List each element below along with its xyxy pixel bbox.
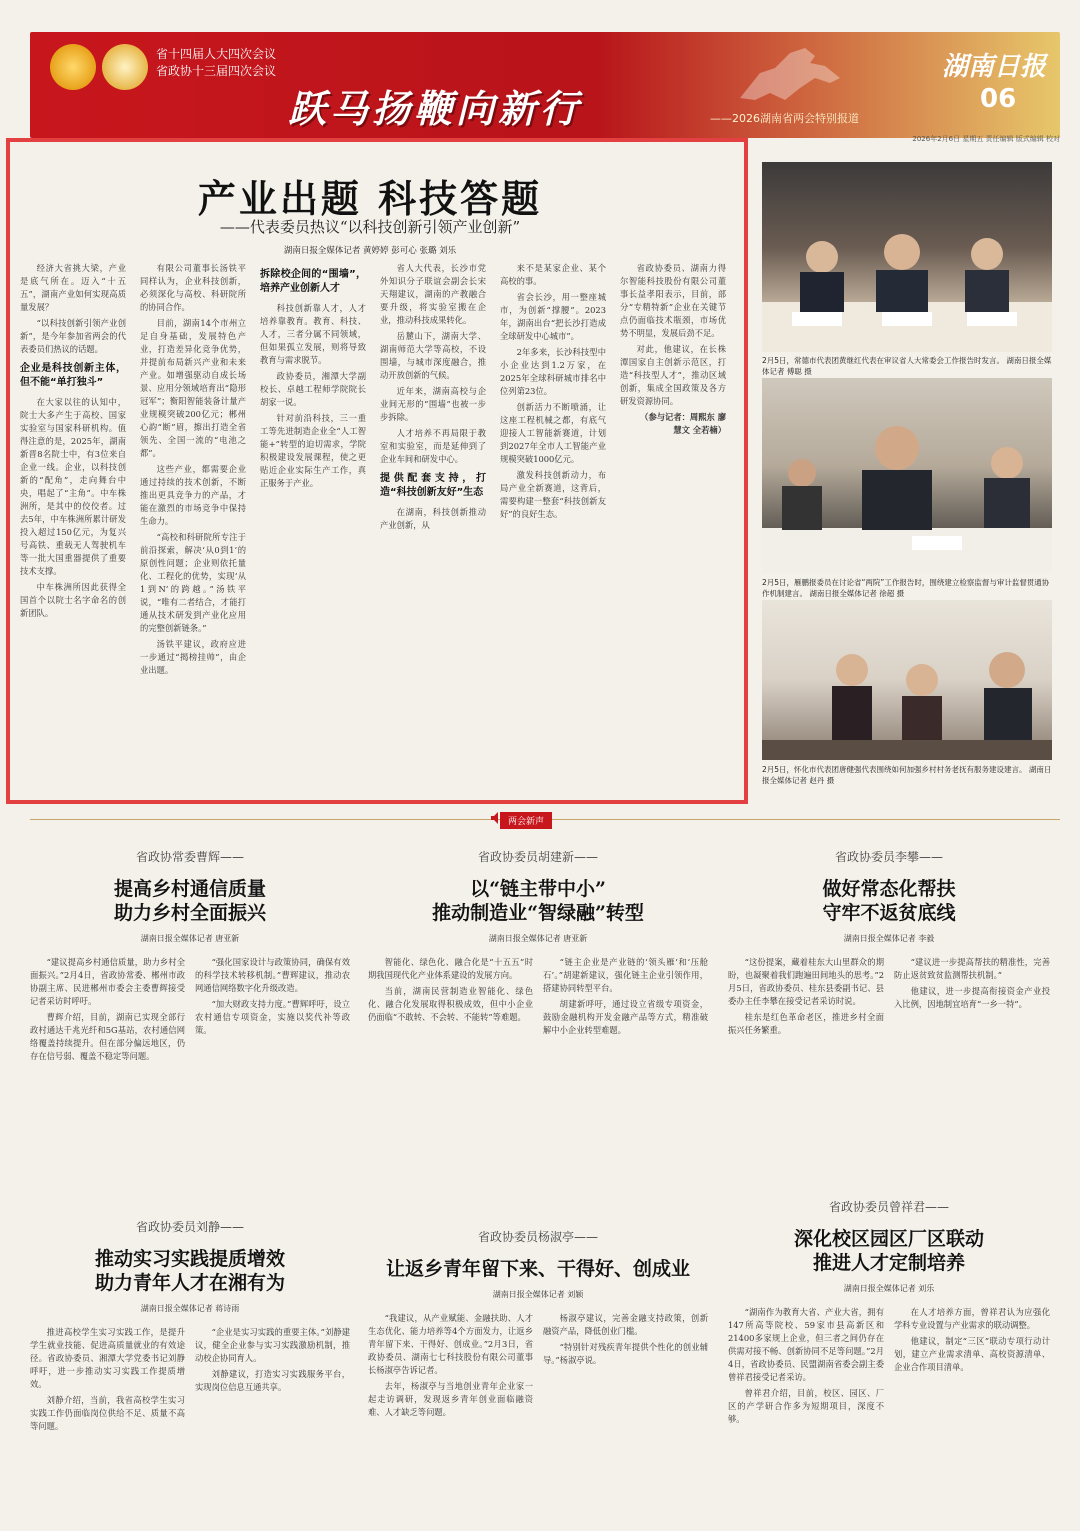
- news-photo-3: [762, 600, 1052, 760]
- story-card: 省政协常委曹辉—— 提高乡村通信质量 助力乡村全面振兴 湖南日报全媒体记者 唐亚新 “建议提高乡村通信质量，助力乡村全面振兴。”2月4日，省政协常委、郴州市政协副主席、民进郴州市委会主委曹辉接受记者采访时呼吁。 曹辉介绍，目前，湖南已实现全部行政村通达千兆光纤和5G基站，农村通信网络覆盖持续提升。但在部分偏远地区，仍存在信号弱、覆盖不稳定等问题。 “强化国家设计与政策协同，确保有效的科学技术转移机制。”曹辉建议，推动农网通信网络数字化升级改造。 “加大财政支持力度。”曹辉呼吁，设立农村通信专项资金，实施以奖代补等政策。: [30, 850, 350, 1061]
- story-byline: 湖南日报全媒体记者 唐亚新: [488, 934, 588, 943]
- cppcc-emblem-icon: [102, 44, 148, 90]
- story-kicker: 省政协委员曾祥君——: [828, 1200, 949, 1214]
- page-number: 06: [980, 84, 1017, 114]
- lead-subheading-1: 企业是科技创新主体，但不能“单打独斗”: [20, 363, 126, 388]
- story-title: 以“链主带中小” 推动制造业“智绿融”转型: [432, 878, 644, 924]
- story-title: 让返乡青年留下来、干得好、创成业: [385, 1258, 690, 1280]
- horse-icon: [730, 38, 850, 108]
- story-title: 推动实习实践提质增效 助力青年人才在湘有为: [94, 1248, 285, 1294]
- lead-subheading-2: 拆除校企间的“围墙”，培养产业创新人才: [260, 269, 366, 294]
- special-report-subline: ——2026湖南省两会特别报道: [710, 112, 859, 125]
- discussion-photo-icon: [762, 600, 1052, 760]
- lead-headline: 产业出题 科技答题: [197, 177, 543, 221]
- lead-column-2: 有限公司董事长汤铁平同样认为，企业科技创新，必须深化与高校、科研院所的协同合作。 目前，湖南14个市州立足自身基础，发展特色产业，打造差异化竞争优势，并提前布局新兴产业和未来产业。如增强驱动自成长场景、应用分领域培育出“隐形冠军”；衡阳智能装备计量产业规模突破200亿元；郴州心韵“断”眉，擦出打造全省领先、全国一流的“电池之都”。 这些产业，都需要企业通过持续的技术创新，不断推出更具竞争力的产品，才能在激烈的市场竞争中保持生命力。 “高校和科研院所专注于前沿探索，解决‘从0到1’的原创性问题；企业则依托量化、工程化的优势，实现‘从1到N’的跨越。”汤铁平说，“唯有二者结合，才能打通从技术研发到产业化应用的完整创新链条。” 汤铁平建议，政府应进一步通过“揭榜挂帅”，由企业出题。: [140, 263, 246, 675]
- photo-caption-2: 2月5日，雁鹏报委员在讨论省“两院”工作报告时，围绕建立检察监督与审计监督贯通协作机制建言。 湖南日报全媒体记者 徐超 摄: [762, 578, 1050, 598]
- story-title: 深化校区园区厂区联动 推进人才定制培养: [793, 1228, 984, 1274]
- photo-caption-1: 2月5日，常德市代表团黄继红代表在审议省人大常委会工作报告时发言。 湖南日报全媒体记者 傅聪 摄: [762, 356, 1052, 376]
- lead-byline: 湖南日报全媒体记者 黄婷婷 彭可心 张璐 刘乐: [283, 246, 457, 256]
- story-kicker: 省政协委员李攀——: [834, 850, 943, 864]
- story-byline: 湖南日报全媒体记者 李毅: [843, 934, 935, 943]
- story-card: 省政协委员胡建新—— 以“链主带中小” 推动制造业“智绿融”转型 湖南日报全媒体记者 唐亚新 智能化、绿色化、融合化是“十五五”时期我国现代化产业体系建设的发展方向。 当前，湖南民营制造业智能化、绿色化、融合化发展取得积极成效，但中小企业仍面临“不敢转、不会转、不能转”等难题。 “链主企业是产业链的‘领头雁’和‘压舱石’。”胡建新建议，强化链主企业引领作用，搭建协同转型平台。 胡建新呼吁，通过设立省级专项资金，鼓励金融机构开发金融产品等方式，精准破解中小企业转型难题。: [368, 850, 708, 1035]
- story-kicker: 省政协委员胡建新——: [477, 850, 598, 864]
- story-byline: 湖南日报全媒体记者 唐亚新: [140, 934, 240, 943]
- lead-subheading-3: 提供配套支持，打造“科技创新友好”生态: [380, 473, 486, 498]
- lead-column-1: 经济大省挑大梁，产业是底气所在。迈入“十五五”，湖南产业如何实现高质量发展？ “以科技创新引领产业创新”，是今年参加省两会的代表委员们热议的话题。 企业是科技创新主体，但不能“单打独斗” 在大家以往的认知中，院士大多产生于高校、国家实验室与国家科研机构。值得注意的是，2025年，湖南新晋8名院士中，有3位来自企业一线。企业，以科技创新的“配角”，走向舞台中央，唱起了“主角”。中车株洲所，是其中的佼佼者。过去5年，中车株洲所累计研发投入超过150亿元，为复兴号高铁、重载无人驾驶机车等一批大国重器提供了重要技术支撑。 中车株洲所因此获得全国首个以院士名字命名的创新团队。: [20, 263, 126, 618]
- news-photo-2: [762, 378, 1052, 573]
- story-title: 提高乡村通信质量 助力乡村全面振兴: [113, 878, 266, 924]
- national-emblem-icon: [50, 44, 96, 90]
- speaker-icon: [490, 811, 500, 825]
- story-byline: 湖南日报全媒体记者 蒋诗雨: [140, 1304, 240, 1313]
- session-title: 省十四届人大四次会议 省政协十三届四次会议: [156, 47, 277, 78]
- story-card: 省政协委员杨淑亭—— 让返乡青年留下来、干得好、创成业 湖南日报全媒体记者 刘颖 “我建议，从产业赋能、金融扶助、人才生态优化、能力培养等4个方面发力，让返乡青年留下来、干得好、创成业。”2月3日，省政协委员、湖南七七科技股份有限公司董事长杨淑亭告诉记者。 去年，杨淑亭与当地创业青年企业家一起走访调研，发现返乡青年创业面临融资难、人才缺乏等问题。 杨淑亭建议，完善金融支持政策，创新融资产品，降低创业门槛。 “特别针对残疾青年提供个性化的创业辅导。”杨淑亭说。: [368, 1230, 708, 1417]
- lead-subheadline: ——代表委员热议“以科技创新引领产业创新”: [219, 218, 521, 236]
- delegates-photo-icon: [762, 162, 1052, 352]
- story-kicker: 省政协委员杨淑亭——: [477, 1230, 598, 1244]
- story-byline: 湖南日报全媒体记者 刘颖: [492, 1290, 584, 1299]
- story-title: 做好常态化帮扶 守牢不返贫底线: [822, 878, 956, 924]
- masthead-banner: [30, 32, 1060, 138]
- story-card: 省政协委员刘静—— 推动实习实践提质增效 助力青年人才在湘有为 湖南日报全媒体记者 蒋诗雨 推进高校学生实习实践工作，是提升学生就业技能、促进高质量就业的有效途径。省政协委员、湘潭大学党委书记刘静呼吁，进一步推动实习实践工作提质增效。 刘静介绍，当前，我省高校学生实习实践工作仍面临岗位供给不足、质量不高等问题。 “企业是实习实践的重要主体。”刘静建议，健全企业参与实习实践激励机制，推动校企协同育人。 刘静建议，打造实习实践服务平台，实现岗位信息互通共享。: [30, 1220, 350, 1431]
- lead-column-6: 省政协委员、湖南力得尔智能科技股份有限公司董事长益孝阳表示，目前，部分“专精特新”企业在关键节点仍面临技术瓶颈，市场优势不明显，发展后劲不足。 对此，他建议，在长株潭国家自主创新示范区，打造“科技型人才”，推动区域创新，集成全国政策及各方研发资源协同。 （参与记者：周熙东 廖慧文 全若楠）: [620, 263, 726, 435]
- meeting-photo-icon: [762, 378, 1052, 573]
- story-kicker: 省政协委员刘静——: [135, 1220, 244, 1234]
- story-byline: 湖南日报全媒体记者 刘乐: [843, 1284, 935, 1293]
- story-kicker: 省政协常委曹辉——: [135, 850, 244, 864]
- lead-column-4: 省人大代表，长沙市党外知识分子联谊会副会长宋天翔建议，湖南的产教融合要升级，将实验室搬在企业，推动科技成果转化。 岳麓山下，湖南大学、湖南师范大学等高校，不设围墙，与城市深度融合，推动开放创新的气候。 近年来，湖南高校与企业间无形的“围墙”也被一步步拆除。 人才培养不再局限于教室和实验室，而是延伸到了企业车间和研发中心。 提供配套支持，打造“科技创新友好”生态 在湖南，科技创新推动产业创新，从: [380, 263, 486, 530]
- section-tag: 两会新声: [500, 812, 552, 829]
- photo-caption-3: 2月5日，怀化市代表团唐健强代表围绕如何加强乡村村务老抚有服务建设建言。 湖南日报全媒体记者 赵丹 摄: [762, 765, 1052, 785]
- special-report-slogan: 跃马扬鞭向新行: [288, 87, 583, 131]
- newspaper-logo: 湖南日报: [942, 52, 1047, 82]
- news-photo-1: [762, 162, 1052, 352]
- story-card: 省政协委员李攀—— 做好常态化帮扶 守牢不返贫底线 湖南日报全媒体记者 李毅 “这份提案，藏着桂东大山里群众的期盼，也凝聚着我们跑遍田间地头的思考。”2月5日，省政协委员、桂东县委副书记、县委办主任李攀在接受记者采访时说。 桂东是红色革命老区，推进乡村全面振兴任务繁重。 “建议进一步提高帮扶的精准性，完善防止返贫致贫监测帮扶机制。” 他建议，进一步提高衔接资金产业投入比例，因地制宜培育“一乡一特”。: [728, 850, 1050, 1035]
- dateline: 2026年2月6日 星期五 责任编辑 版式编辑 校对: [912, 135, 1060, 143]
- story-card: 省政协委员曾祥君—— 深化校区园区厂区联动 推进人才定制培养 湖南日报全媒体记者 刘乐 “湖南作为教育大省、产业大省，拥有147所高等院校、59家市县高新区和21400多家规上企业，但三者之间仍存在供需对接不畅、创新协同不足等问题。”2月4日，省政协委员、民盟湖南省委会副主委曾祥君接受记者采访。 曾祥君介绍，目前，校区、园区、厂区的产学研合作多为短期项目，深度不够。 在人才培养方面，曾祥君认为应强化学科专业设置与产业需求的联动调整。 他建议，制定“三区”联动专项行动计划，建立产业需求清单、高校资源清单、企业合作项目清单。: [728, 1200, 1050, 1424]
- lead-column-5: 来不是某家企业、某个高校的事。 省会长沙，用一整座城市，为创新“撑腰”。2023年，湖南出台“把长沙打造成全球研发中心城市”。 2年多来，长沙科技型中小企业达到1.2万家，在2025年全球科研城市排名中位列第23位。 创新活力不断喷涌，让这座工程机械之都，有底气迎接人工智能新赛道，计划到2027年全市人工智能产业规模突破1000亿元。 激发科技创新动力，布局产业全新赛道，这背后，需要构建一整套“科技创新友好”的良好生态。: [500, 263, 606, 519]
- lead-column-3: 拆除校企间的“围墙”，培养产业创新人才 科技创新靠人才，人才培养靠教育。教育、科技、人才，三者分属不同领域，但如果孤立发展，则将导致教育与需求脱节。 政协委员，湘潭大学副校长、卓越工程师学院院长胡家一说。 针对前沿科技，三一重工等先进制造企业全“人工智能+”转型的迫切需求，学院积极建设发展课程，使之更贴近企业实际生产工作，真正服务于产业。: [260, 269, 366, 488]
